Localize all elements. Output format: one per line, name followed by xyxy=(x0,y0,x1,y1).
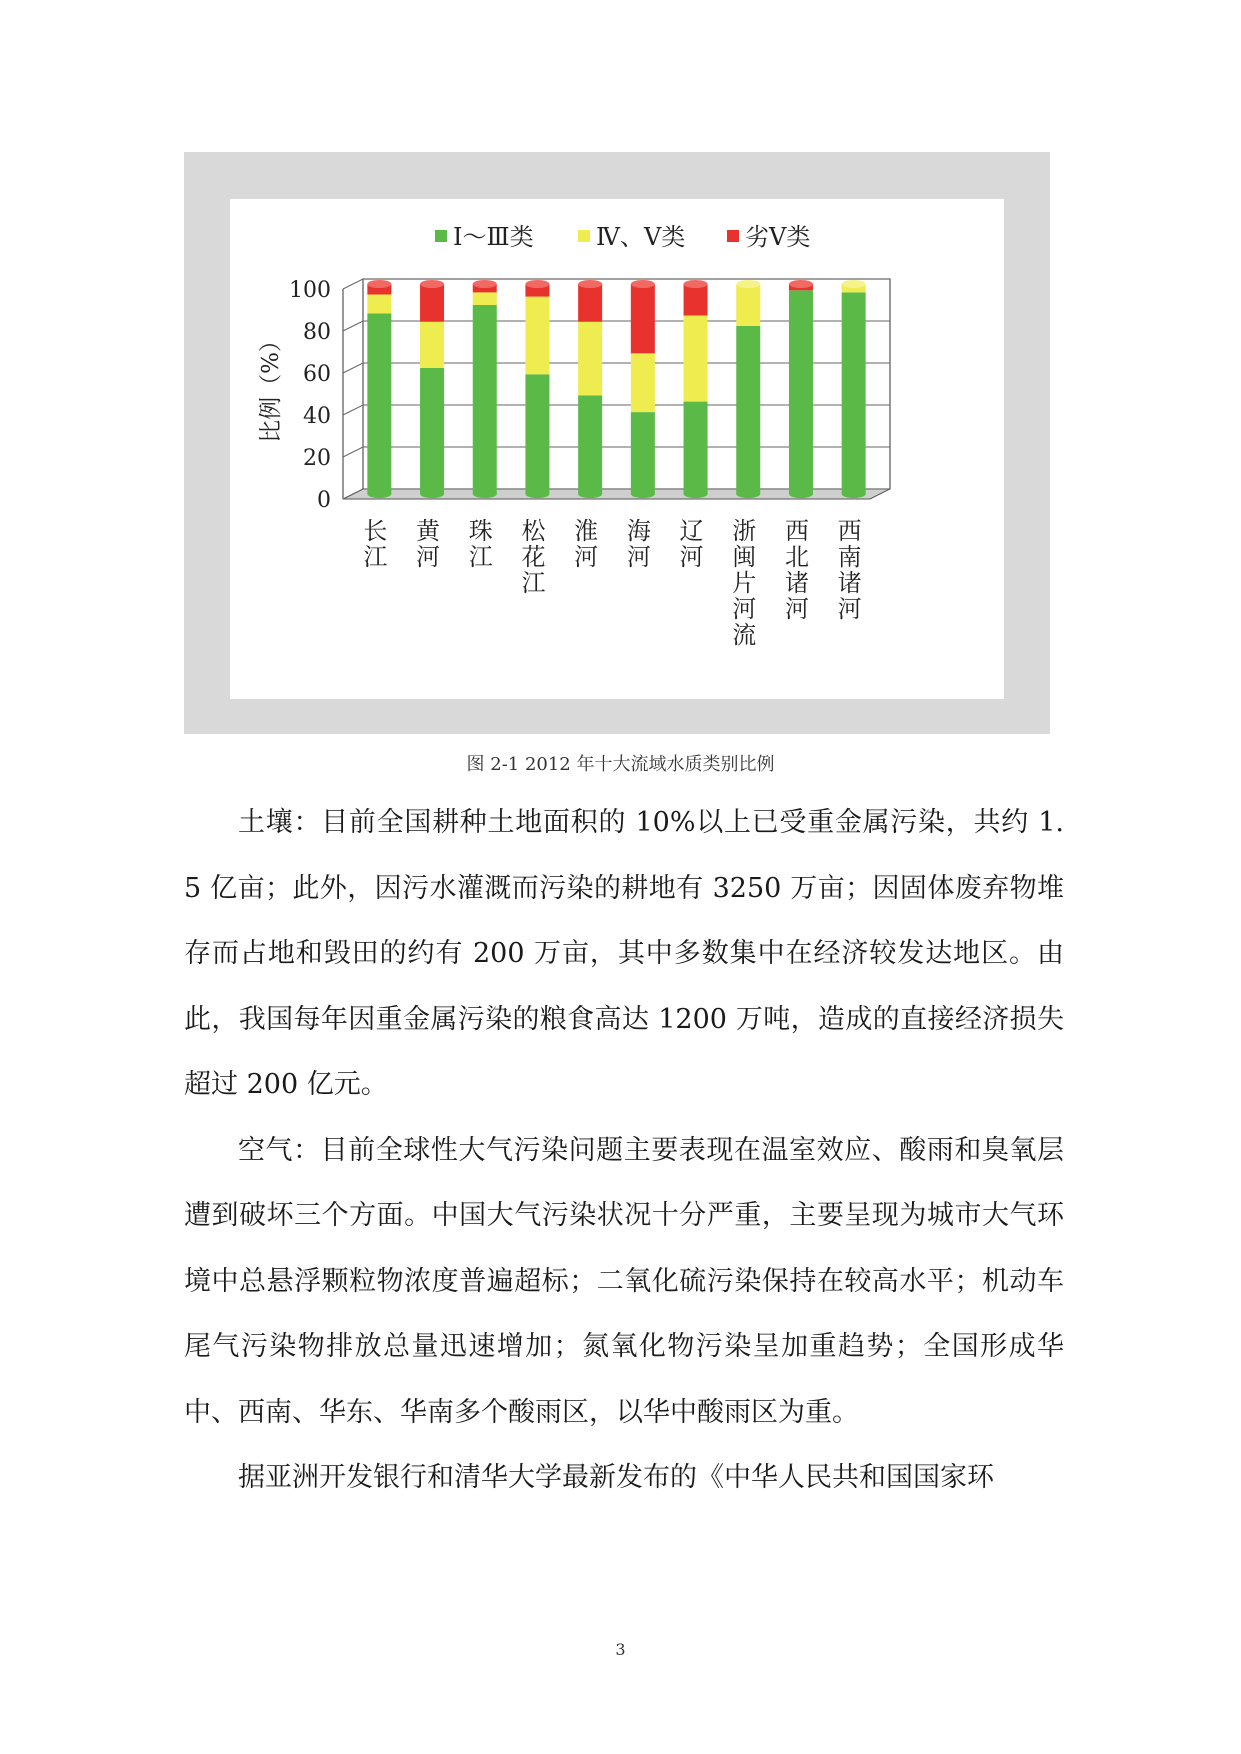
bar-segment xyxy=(367,313,391,494)
bar-top xyxy=(525,280,549,288)
bar-base xyxy=(420,490,444,498)
bar-segment xyxy=(631,284,655,353)
bar-segment xyxy=(631,412,655,494)
bar-base xyxy=(631,490,655,498)
bar-segment xyxy=(525,374,549,494)
bar-top xyxy=(684,280,708,288)
x-tick-label: 黄 xyxy=(416,517,441,545)
x-tick-label: 河 xyxy=(679,543,704,571)
bar-segment xyxy=(842,292,866,494)
bar-base xyxy=(473,490,497,498)
x-tick-label: 河 xyxy=(574,543,599,571)
x-tick-label: 辽 xyxy=(679,517,704,545)
y-tick-label: 60 xyxy=(303,362,331,387)
y-tick-label: 20 xyxy=(303,446,331,471)
y-tick-label: 100 xyxy=(289,278,331,303)
bar-top xyxy=(631,280,655,288)
paragraph-soil: 土壤：目前全国耕种土地面积的 10%以上已受重金属污染，共约 1. 5 亿亩；此外，因污水灌溉而污染的耕地有 3250 万亩；因固体废弃物堆存而占地和毁田的约有 200 万亩，其中多数集中在经济较发达地区。由此，我国每年因重金属污染的粮食高达 1200 万吨，造成的直接经济损失超过 200 亿元。 xyxy=(184,807,1064,1100)
bar-top xyxy=(367,280,391,288)
bar-segment xyxy=(736,284,760,326)
bar-segment xyxy=(525,297,549,375)
page-number: 3 xyxy=(615,1640,626,1659)
y-axis-label: 比例（%） xyxy=(258,329,284,443)
bar-segment xyxy=(420,368,444,494)
bar-segment xyxy=(578,284,602,322)
bar-base xyxy=(367,490,391,498)
y-tick-label: 40 xyxy=(303,404,331,429)
chart-panel xyxy=(230,199,1004,699)
legend-swatch xyxy=(578,230,590,242)
x-tick-label: 河 xyxy=(626,543,651,571)
x-tick-label: 闽 xyxy=(732,543,757,571)
bar-segment xyxy=(736,326,760,494)
x-tick-label: 江 xyxy=(521,569,546,597)
x-tick-label: 河 xyxy=(784,595,809,623)
stacked-bar-chart xyxy=(230,199,1004,699)
bar-top xyxy=(789,280,813,288)
bar-top xyxy=(473,280,497,288)
x-tick-label: 西 xyxy=(837,517,862,545)
body-text xyxy=(184,790,1064,1511)
x-tick-label: 河 xyxy=(416,543,441,571)
paragraph-adb: 据亚洲开发银行和清华大学最新发布的《中华人民共和国国家环 xyxy=(238,1462,994,1493)
bar-base xyxy=(789,490,813,498)
bar-segment xyxy=(684,284,708,316)
bar-segment xyxy=(684,402,708,494)
x-tick-label: 海 xyxy=(626,517,651,545)
figure-frame xyxy=(184,152,1050,734)
x-tick-label: 珠 xyxy=(468,517,493,545)
bar-base xyxy=(842,490,866,498)
x-tick-label: 江 xyxy=(363,543,388,571)
x-tick-label: 南 xyxy=(837,543,862,571)
x-tick-label: 江 xyxy=(468,543,493,571)
legend-label: Ⅰ～Ⅲ类 xyxy=(453,223,534,251)
bar-segment xyxy=(578,322,602,396)
x-tick-label: 诸 xyxy=(837,569,862,597)
bar-top xyxy=(842,280,866,288)
bar-top xyxy=(420,280,444,288)
bar-segment xyxy=(420,284,444,322)
figure-caption: 图 2-1 2012 年十大流域水质类别比例 xyxy=(466,754,775,775)
bar-top xyxy=(736,280,760,288)
x-tick-label: 河 xyxy=(837,595,862,623)
x-tick-label: 长 xyxy=(363,517,388,545)
bar-base xyxy=(525,490,549,498)
x-tick-label: 流 xyxy=(732,621,757,649)
y-tick-label: 80 xyxy=(303,320,331,345)
bar-segment xyxy=(684,316,708,402)
x-tick-label: 花 xyxy=(521,543,546,571)
x-tick-label: 河 xyxy=(732,595,757,623)
legend-label: 劣Ⅴ类 xyxy=(745,223,811,251)
bar-segment xyxy=(473,305,497,494)
bar-segment xyxy=(473,292,497,305)
x-tick-label: 片 xyxy=(732,569,757,597)
legend-swatch xyxy=(727,230,739,242)
bar-base xyxy=(578,490,602,498)
bar-base xyxy=(736,490,760,498)
bar-segment xyxy=(789,290,813,494)
x-tick-label: 西 xyxy=(784,517,809,545)
bar-base xyxy=(684,490,708,498)
x-tick-label: 松 xyxy=(521,517,546,545)
y-tick-label: 0 xyxy=(317,488,331,513)
bar-segment xyxy=(420,322,444,368)
x-tick-label: 浙 xyxy=(732,517,757,545)
paragraph-air: 空气：目前全球性大气污染问题主要表现在温室效应、酸雨和臭氧层遭到破坏三个方面。中国大气污染状况十分严重，主要呈现为城市大气环境中总悬浮颗粒物浓度普遍超标；二氧化硫污染保持在较高水平；机动车尾气污染物排放总量迅速增加；氮氧化物污染呈加重趋势；全国形成华中、西南、华东、华南多个酸雨区，以华中酸雨区为重。 xyxy=(184,1134,1064,1428)
x-tick-label: 北 xyxy=(784,543,809,571)
bar-segment xyxy=(631,353,655,412)
bar-segment xyxy=(367,295,391,314)
x-tick-label: 淮 xyxy=(574,517,599,545)
bar-segment xyxy=(578,395,602,494)
bar-top xyxy=(578,280,602,288)
legend-label: Ⅳ、Ⅴ类 xyxy=(596,223,686,251)
legend-swatch xyxy=(435,230,447,242)
x-tick-label: 诸 xyxy=(784,569,809,597)
